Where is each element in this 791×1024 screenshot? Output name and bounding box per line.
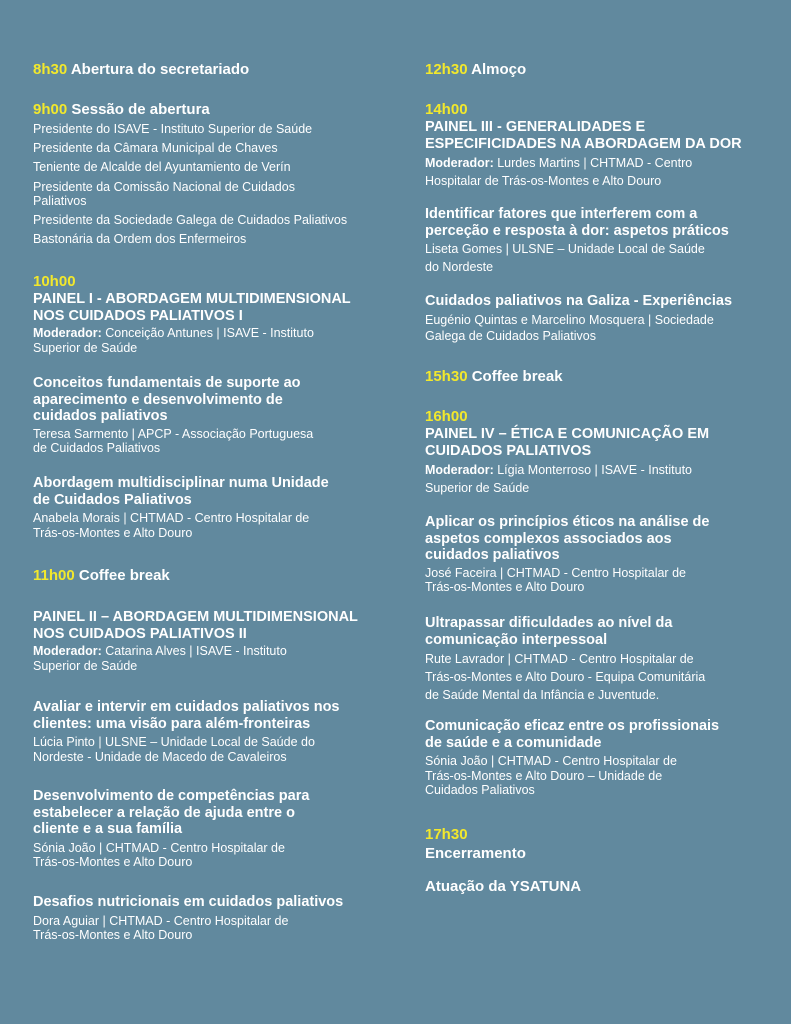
talk-speaker: Sónia João | CHTMAD - Centro Hospitalar de — [33, 840, 285, 855]
time-label: 12h30 — [425, 61, 468, 78]
time-label: 16h00 — [425, 408, 468, 425]
moderator — [425, 461, 770, 497]
moderator-name: Lígia Monterroso | ISAVE - Instituto — [493, 463, 692, 477]
talk-item — [33, 788, 393, 870]
talk-speaker: Eugénio Quintas e Marcelino Mosquera | Sociedade — [425, 312, 714, 327]
time-label: 14h00 — [425, 101, 468, 118]
talk-title: Identificar fatores que interferem com a — [425, 206, 698, 222]
talk-item — [425, 206, 770, 276]
talk-item — [425, 293, 770, 344]
panel-title-line: PAINEL IV – ÉTICA E COMUNICAÇÃO EM — [425, 426, 710, 442]
talk-item — [33, 375, 393, 456]
talk-title: Aplicar os princípios éticos na análise de — [425, 514, 710, 530]
talk-title: Avaliar e intervir em cuidados paliativos nos — [33, 699, 340, 715]
panel-title-line: CUIDADOS PALIATIVOS — [425, 442, 592, 459]
talk-title: aspetos complexos associados aos — [425, 530, 672, 547]
moderator — [33, 326, 393, 355]
list-item: Presidente da Sociedade Galega de Cuidados Paliativos — [33, 213, 348, 227]
speaker-list — [33, 120, 393, 249]
talk-title: de saúde e a comunidade — [425, 734, 602, 751]
moderator-label: Moderador: — [425, 463, 494, 477]
talk-speaker: de Cuidados Paliativos — [33, 441, 161, 455]
session-title: Coffee break — [78, 567, 170, 584]
panel-title — [33, 609, 393, 642]
talk-item — [425, 514, 770, 595]
talk-speaker: Sónia João | CHTMAD - Centro Hospitalar de — [425, 754, 677, 768]
talk-item — [33, 699, 393, 764]
talk-item — [33, 894, 393, 943]
panel-title — [33, 291, 393, 324]
talk-speaker: Trás-os-Montes e Alto Douro — [33, 928, 193, 942]
list-item: Presidente do ISAVE - Instituto Superior de Saúde — [33, 122, 313, 136]
talk-speaker: José Faceira | CHTMAD - Centro Hospitalar de — [425, 565, 686, 580]
talk-speaker: Liseta Gomes | ULSNE – Unidade Local de Saúde — [425, 242, 705, 256]
moderator — [33, 644, 393, 673]
talk-title: cliente e a sua família — [33, 821, 183, 837]
talk-title: Ultrapassar dificuldades ao nível da — [425, 615, 673, 631]
panel-title-line: ESPECIFICIDADES NA ABORDAGEM DA DOR — [425, 135, 742, 152]
time-label: 11h00 — [33, 567, 75, 584]
agenda-item-coffee-break — [33, 566, 393, 585]
list-item: Bastonária da Ordem dos Enfermeiros — [33, 232, 247, 246]
session-title: Almoço — [471, 61, 527, 78]
talk-speaker: do Nordeste — [425, 260, 494, 274]
panel-3 — [425, 100, 770, 190]
talk-title: Cuidados paliativos na Galiza - Experiências — [425, 293, 733, 309]
talk-speaker: Trás-os-Montes e Alto Douro — [33, 855, 193, 869]
panel-title-line: NOS CUIDADOS PALIATIVOS II — [33, 625, 247, 642]
talk-title: perceção e resposta à dor: aspetos práticos — [425, 222, 729, 239]
talk-title: de Cuidados Paliativos — [33, 491, 192, 508]
talk-speaker: Trás-os-Montes e Alto Douro — [425, 580, 585, 594]
talk-speaker: Galega de Cuidados Paliativos — [425, 328, 596, 343]
talk-title: Comunicação eficaz entre os profissionais — [425, 718, 720, 734]
list-item: Presidente da Comissão Nacional de Cuidados — [33, 180, 295, 194]
panel-4 — [425, 407, 770, 497]
moderator-affiliation: Superior de Saúde — [425, 481, 530, 495]
talk-speaker: Cuidados Paliativos — [425, 783, 535, 797]
talk-speaker: Anabela Morais | CHTMAD - Centro Hospitalar de — [33, 511, 310, 525]
time-label: 15h30 — [425, 368, 468, 385]
session-title: Abertura do secretariado — [70, 61, 250, 78]
moderator-name: Catarina Alves | ISAVE - Instituto — [101, 644, 287, 658]
talk-item — [33, 475, 393, 540]
session-title: Sessão de abertura — [71, 101, 210, 118]
agenda-item-coffee-break — [425, 367, 770, 386]
agenda-item-almoco — [425, 60, 770, 79]
panel-title-line: PAINEL II – ABORDAGEM MULTIDIMENSIONAL — [33, 609, 358, 625]
panel-1 — [33, 272, 393, 355]
panel-title-line: PAINEL III - GENERALIDADES E — [425, 119, 646, 135]
talk-title: clientes: uma visão para além-fronteiras — [33, 715, 311, 732]
moderator-label: Moderador: — [425, 156, 494, 170]
moderator-affiliation: Hospitalar de Trás-os-Montes e Alto Douro — [425, 174, 662, 188]
talk-title: comunicação interpessoal — [425, 631, 608, 648]
time-label: 9h00 — [33, 101, 68, 118]
moderator-name: Lurdes Martins | CHTMAD - Centro — [493, 156, 693, 170]
talk-title: estabelecer a relação de ajuda entre o — [33, 804, 295, 821]
talk-title: cuidados paliativos — [425, 547, 560, 563]
session-title: Encerramento — [425, 845, 526, 862]
talk-title: Desenvolvimento de competências para — [33, 788, 310, 804]
agenda-item-encerramento — [425, 825, 770, 896]
moderator-label: Moderador: — [33, 644, 102, 658]
list-item: Teniente de Alcalde del Ayuntamiento de Verín — [33, 160, 291, 174]
talk-speaker: Trás-os-Montes e Alto Douro — [33, 525, 193, 540]
time-label: 17h30 — [425, 826, 468, 843]
panel-title — [425, 426, 770, 459]
moderator-affiliation: Superior de Saúde — [33, 340, 138, 355]
talk-title: aparecimento e desenvolvimento de — [33, 391, 283, 408]
panel-title — [425, 119, 770, 152]
list-item: Presidente da Câmara Municipal de Chaves — [33, 141, 278, 155]
talk-speaker: Dora Aguiar | CHTMAD - Centro Hospitalar de — [33, 913, 289, 928]
panel-title-line: PAINEL I - ABORDAGEM MULTIDIMENSIONAL — [33, 291, 351, 307]
talk-speaker: Teresa Sarmento | APCP - Associação Portuguesa — [33, 426, 314, 441]
agenda-item-sessao-abertura — [33, 100, 393, 249]
time-label: 8h30 — [33, 61, 68, 78]
talk-speaker: de Saúde Mental da Infância e Juventude. — [425, 688, 660, 702]
talk-title: Conceitos fundamentais de suporte ao — [33, 375, 301, 391]
panel-title-line: NOS CUIDADOS PALIATIVOS I — [33, 307, 243, 324]
moderator — [425, 154, 770, 190]
moderator-name: Conceição Antunes | ISAVE - Instituto — [101, 326, 314, 340]
closing-performance: Atuação da YSATUNA — [425, 878, 582, 895]
list-item: Paliativos — [33, 194, 87, 208]
talk-item — [425, 718, 770, 798]
moderator-affiliation: Superior de Saúde — [33, 658, 138, 673]
talk-speaker: Lúcia Pinto | ULSNE – Unidade Local de Saúde do — [33, 735, 315, 749]
time-label: 10h00 — [33, 273, 76, 290]
talk-speaker: Trás-os-Montes e Alto Douro - Equipa Comunitária — [425, 670, 706, 684]
moderator-label: Moderador: — [33, 326, 102, 340]
panel-2 — [33, 609, 393, 673]
talk-title: cuidados paliativos — [33, 408, 168, 424]
talk-item — [425, 615, 770, 704]
talk-title: Abordagem multidisciplinar numa Unidade — [33, 475, 329, 491]
talk-speaker: Nordeste - Unidade de Macedo de Cavaleiros — [33, 749, 287, 764]
agenda-item-abertura — [33, 60, 393, 79]
talk-speaker: Rute Lavrador | CHTMAD - Centro Hospitalar de — [425, 652, 694, 666]
session-title: Coffee break — [471, 368, 563, 385]
talk-title: Desafios nutricionais em cuidados paliativos — [33, 894, 344, 910]
talk-speaker: Trás-os-Montes e Alto Douro – Unidade de — [425, 768, 663, 783]
